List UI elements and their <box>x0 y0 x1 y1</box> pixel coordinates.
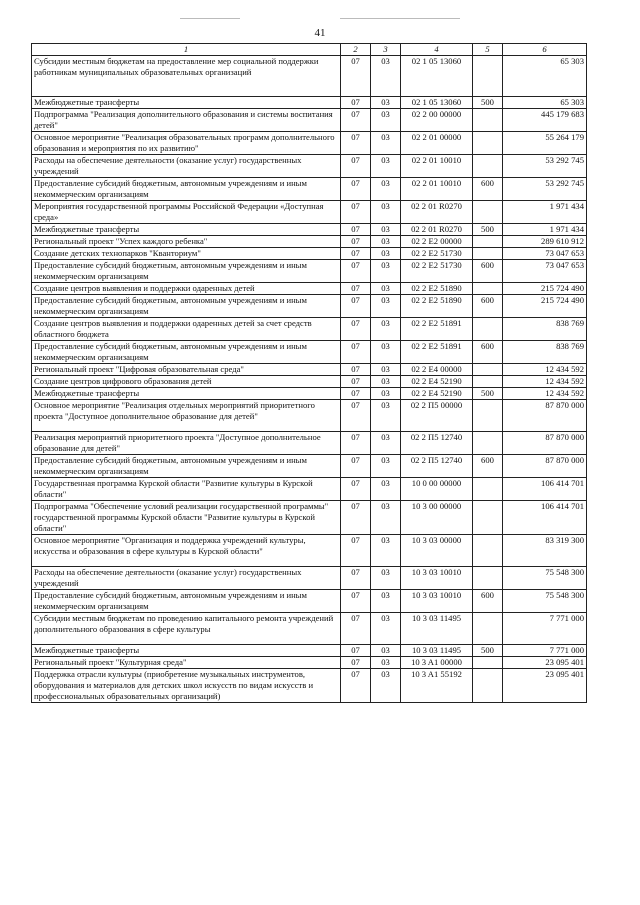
amount-cell: 289 610 912 <box>503 236 587 248</box>
amount-cell: 87 870 000 <box>503 455 587 478</box>
expense-type-cell <box>473 318 503 341</box>
expense-type-cell <box>473 478 503 501</box>
expense-type-cell <box>473 432 503 455</box>
table-row <box>32 400 587 432</box>
target-article-cell: 02 2 E4 52190 <box>401 376 473 388</box>
row-name-cell: Реализация мероприятий приоритетного проекта "Доступное дополнительное образование для детей" <box>32 432 341 455</box>
expense-type-cell <box>473 613 503 645</box>
target-article-cell: 02 2 00 00000 <box>401 109 473 132</box>
row-name-cell: Поддержка отрасли культуры (приобретение музыкальных инструментов, оборудования и материалов для детских школ искусств по видам искусств и профессиональных образовательных организаций) <box>32 669 341 703</box>
row-name-cell: Региональный проект "Успех каждого ребенка" <box>32 236 341 248</box>
amount-cell: 838 769 <box>503 318 587 341</box>
column-header: 4 <box>401 44 473 56</box>
row-name-cell: Предоставление субсидий бюджетным, автономным учреждениям и иным некоммерческим организациям <box>32 260 341 283</box>
section-cell: 07 <box>341 201 371 224</box>
row-name-cell: Мероприятия государственной программы Российской Федерации «Доступная среда» <box>32 201 341 224</box>
section-cell: 07 <box>341 224 371 236</box>
table-row <box>32 236 587 248</box>
budget-table <box>31 43 587 703</box>
row-name-cell: Предоставление субсидий бюджетным, автономным учреждениям и иным некоммерческим организациям <box>32 455 341 478</box>
row-name-cell: Предоставление субсидий бюджетным, автономным учреждениям и иным некоммерческим организациям <box>32 590 341 613</box>
section-cell: 07 <box>341 318 371 341</box>
amount-cell: 73 047 653 <box>503 248 587 260</box>
expense-type-cell: 500 <box>473 388 503 400</box>
table-row <box>32 155 587 178</box>
target-article-cell: 10 3 03 11495 <box>401 613 473 645</box>
target-article-cell: 02 2 E2 51890 <box>401 283 473 295</box>
amount-cell: 1 971 434 <box>503 224 587 236</box>
subsection-cell: 03 <box>371 248 401 260</box>
row-name-cell: Региональный проект "Цифровая образовательная среда" <box>32 364 341 376</box>
subsection-cell: 03 <box>371 613 401 645</box>
row-name-cell: Подпрограмма "Обеспечение условий реализации государственной программы" государственной программы Курской области "Развитие культуры в Курской области" <box>32 501 341 535</box>
scan-mark <box>180 18 240 19</box>
target-article-cell: 10 3 00 00000 <box>401 501 473 535</box>
row-name-cell: Предоставление субсидий бюджетным, автономным учреждениям и иным некоммерческим организациям <box>32 295 341 318</box>
table-row <box>32 56 587 97</box>
table-row <box>32 645 587 657</box>
subsection-cell: 03 <box>371 260 401 283</box>
amount-cell: 83 319 300 <box>503 535 587 567</box>
target-article-cell: 02 1 05 13060 <box>401 56 473 97</box>
target-article-cell: 02 2 E2 51730 <box>401 248 473 260</box>
row-name-cell: Создание центров цифрового образования детей <box>32 376 341 388</box>
row-name-cell: Межбюджетные трансферты <box>32 97 341 109</box>
target-article-cell: 10 3 A1 55192 <box>401 669 473 703</box>
section-cell: 07 <box>341 364 371 376</box>
table-row <box>32 567 587 590</box>
amount-cell: 65 303 <box>503 56 587 97</box>
row-name-cell: Основное мероприятие "Реализация образовательных программ дополнительного образования и мероприятия по их развитию" <box>32 132 341 155</box>
subsection-cell: 03 <box>371 478 401 501</box>
table-row <box>32 535 587 567</box>
row-name-cell: Межбюджетные трансферты <box>32 645 341 657</box>
expense-type-cell: 600 <box>473 260 503 283</box>
amount-cell: 838 769 <box>503 341 587 364</box>
target-article-cell: 10 3 03 10010 <box>401 590 473 613</box>
row-name-cell: Межбюджетные трансферты <box>32 224 341 236</box>
expense-type-cell <box>473 132 503 155</box>
target-article-cell: 02 2 01 10010 <box>401 178 473 201</box>
expense-type-cell <box>473 56 503 97</box>
expense-type-cell: 600 <box>473 295 503 318</box>
table-row <box>32 501 587 535</box>
table-row <box>32 97 587 109</box>
target-article-cell: 10 3 03 00000 <box>401 535 473 567</box>
subsection-cell: 03 <box>371 669 401 703</box>
section-cell: 07 <box>341 155 371 178</box>
column-header: 3 <box>371 44 401 56</box>
expense-type-cell: 500 <box>473 645 503 657</box>
section-cell: 07 <box>341 400 371 432</box>
section-cell: 07 <box>341 388 371 400</box>
expense-type-cell: 600 <box>473 590 503 613</box>
expense-type-cell <box>473 657 503 669</box>
row-name-cell: Региональный проект "Культурная среда" <box>32 657 341 669</box>
section-cell: 07 <box>341 535 371 567</box>
expense-type-cell: 500 <box>473 224 503 236</box>
expense-type-cell <box>473 535 503 567</box>
expense-type-cell: 600 <box>473 455 503 478</box>
table-row <box>32 201 587 224</box>
amount-cell: 12 434 592 <box>503 364 587 376</box>
table-row <box>32 341 587 364</box>
target-article-cell: 02 2 E2 00000 <box>401 236 473 248</box>
target-article-cell: 02 2 01 R0270 <box>401 224 473 236</box>
section-cell: 07 <box>341 376 371 388</box>
table-row <box>32 432 587 455</box>
expense-type-cell <box>473 501 503 535</box>
target-article-cell: 02 2 E2 51891 <box>401 341 473 364</box>
expense-type-cell: 600 <box>473 341 503 364</box>
section-cell: 07 <box>341 341 371 364</box>
target-article-cell: 10 3 A1 00000 <box>401 657 473 669</box>
section-cell: 07 <box>341 432 371 455</box>
table-row <box>32 669 587 703</box>
expense-type-cell <box>473 364 503 376</box>
target-article-cell: 02 2 01 10010 <box>401 155 473 178</box>
target-article-cell: 02 2 E4 52190 <box>401 388 473 400</box>
amount-cell: 12 434 592 <box>503 388 587 400</box>
target-article-cell: 02 2 П5 12740 <box>401 432 473 455</box>
subsection-cell: 03 <box>371 283 401 295</box>
amount-cell: 65 303 <box>503 97 587 109</box>
subsection-cell: 03 <box>371 56 401 97</box>
column-header: 6 <box>503 44 587 56</box>
table-row <box>32 657 587 669</box>
subsection-cell: 03 <box>371 236 401 248</box>
subsection-cell: 03 <box>371 109 401 132</box>
amount-cell: 75 548 300 <box>503 567 587 590</box>
subsection-cell: 03 <box>371 132 401 155</box>
amount-cell: 53 292 745 <box>503 155 587 178</box>
row-name-cell: Расходы на обеспечение деятельности (оказание услуг) государственных учреждений <box>32 567 341 590</box>
expense-type-cell <box>473 567 503 590</box>
section-cell: 07 <box>341 501 371 535</box>
subsection-cell: 03 <box>371 455 401 478</box>
section-cell: 07 <box>341 669 371 703</box>
scan-mark <box>340 18 460 19</box>
subsection-cell: 03 <box>371 341 401 364</box>
target-article-cell: 10 3 03 10010 <box>401 567 473 590</box>
amount-cell: 1 971 434 <box>503 201 587 224</box>
subsection-cell: 03 <box>371 535 401 567</box>
column-header: 5 <box>473 44 503 56</box>
expense-type-cell <box>473 155 503 178</box>
expense-type-cell: 500 <box>473 97 503 109</box>
table-row <box>32 132 587 155</box>
target-article-cell: 02 2 E2 51730 <box>401 260 473 283</box>
subsection-cell: 03 <box>371 501 401 535</box>
expense-type-cell <box>473 400 503 432</box>
target-article-cell: 02 2 E2 51890 <box>401 295 473 318</box>
row-name-cell: Расходы на обеспечение деятельности (оказание услуг) государственных учреждений <box>32 155 341 178</box>
target-article-cell: 10 0 00 00000 <box>401 478 473 501</box>
table-row <box>32 478 587 501</box>
expense-type-cell <box>473 376 503 388</box>
subsection-cell: 03 <box>371 590 401 613</box>
subsection-cell: 03 <box>371 657 401 669</box>
header-row <box>32 44 587 56</box>
row-name-cell: Субсидии местным бюджетам по проведению капитального ремонта учреждений дополнительного образования в сфере культуры <box>32 613 341 645</box>
section-cell: 07 <box>341 132 371 155</box>
row-name-cell: Субсидии местным бюджетам на предоставление мер социальной поддержки работникам муниципальных образовательных организаций <box>32 56 341 97</box>
section-cell: 07 <box>341 283 371 295</box>
row-name-cell: Создание детских технопарков "Кванториум" <box>32 248 341 260</box>
column-header: 1 <box>32 44 341 56</box>
amount-cell: 23 095 401 <box>503 669 587 703</box>
subsection-cell: 03 <box>371 645 401 657</box>
subsection-cell: 03 <box>371 388 401 400</box>
target-article-cell: 02 2 01 R0270 <box>401 201 473 224</box>
table-row <box>32 260 587 283</box>
table-row <box>32 295 587 318</box>
row-name-cell: Создание центров выявления и поддержки одаренных детей за счет средств областного бюджета <box>32 318 341 341</box>
row-name-cell: Государственная программа Курской области "Развитие культуры в Курской области" <box>32 478 341 501</box>
subsection-cell: 03 <box>371 400 401 432</box>
amount-cell: 106 414 701 <box>503 478 587 501</box>
table-row <box>32 388 587 400</box>
table-row <box>32 376 587 388</box>
row-name-cell: Межбюджетные трансферты <box>32 388 341 400</box>
amount-cell: 7 771 000 <box>503 613 587 645</box>
amount-cell: 53 292 745 <box>503 178 587 201</box>
table-row <box>32 613 587 645</box>
expense-type-cell <box>473 201 503 224</box>
section-cell: 07 <box>341 455 371 478</box>
section-cell: 07 <box>341 567 371 590</box>
amount-cell: 7 771 000 <box>503 645 587 657</box>
target-article-cell: 10 3 03 11495 <box>401 645 473 657</box>
subsection-cell: 03 <box>371 178 401 201</box>
table-row <box>32 109 587 132</box>
section-cell: 07 <box>341 56 371 97</box>
table-row <box>32 318 587 341</box>
section-cell: 07 <box>341 109 371 132</box>
table-row <box>32 455 587 478</box>
expense-type-cell: 600 <box>473 178 503 201</box>
row-name-cell: Подпрограмма "Реализация дополнительного образования и системы воспитания детей" <box>32 109 341 132</box>
amount-cell: 215 724 490 <box>503 283 587 295</box>
amount-cell: 106 414 701 <box>503 501 587 535</box>
table-row <box>32 590 587 613</box>
amount-cell: 73 047 653 <box>503 260 587 283</box>
section-cell: 07 <box>341 645 371 657</box>
expense-type-cell <box>473 109 503 132</box>
expense-type-cell <box>473 248 503 260</box>
expense-type-cell <box>473 283 503 295</box>
row-name-cell: Создание центров выявления и поддержки одаренных детей <box>32 283 341 295</box>
target-article-cell: 02 1 05 13060 <box>401 97 473 109</box>
column-header: 2 <box>341 44 371 56</box>
target-article-cell: 02 2 01 00000 <box>401 132 473 155</box>
subsection-cell: 03 <box>371 364 401 376</box>
amount-cell: 55 264 179 <box>503 132 587 155</box>
subsection-cell: 03 <box>371 567 401 590</box>
subsection-cell: 03 <box>371 318 401 341</box>
subsection-cell: 03 <box>371 155 401 178</box>
amount-cell: 12 434 592 <box>503 376 587 388</box>
subsection-cell: 03 <box>371 97 401 109</box>
section-cell: 07 <box>341 97 371 109</box>
row-name-cell: Основное мероприятие "Реализация отдельных мероприятий приоритетного проекта "Доступное дополнительное образование для детей" <box>32 400 341 432</box>
expense-type-cell <box>473 236 503 248</box>
amount-cell: 215 724 490 <box>503 295 587 318</box>
table-row <box>32 224 587 236</box>
section-cell: 07 <box>341 657 371 669</box>
section-cell: 07 <box>341 295 371 318</box>
section-cell: 07 <box>341 260 371 283</box>
section-cell: 07 <box>341 178 371 201</box>
subsection-cell: 03 <box>371 432 401 455</box>
section-cell: 07 <box>341 478 371 501</box>
target-article-cell: 02 2 E2 51891 <box>401 318 473 341</box>
row-name-cell: Основное мероприятие "Организация и поддержка учреждений культуры, искусства и образования в сфере культуры в Курской области" <box>32 535 341 567</box>
target-article-cell: 02 2 П5 00000 <box>401 400 473 432</box>
table-row <box>32 283 587 295</box>
table-row <box>32 364 587 376</box>
section-cell: 07 <box>341 613 371 645</box>
section-cell: 07 <box>341 590 371 613</box>
section-cell: 07 <box>341 236 371 248</box>
subsection-cell: 03 <box>371 201 401 224</box>
row-name-cell: Предоставление субсидий бюджетным, автономным учреждениям и иным некоммерческим организациям <box>32 178 341 201</box>
target-article-cell: 02 2 П5 12740 <box>401 455 473 478</box>
subsection-cell: 03 <box>371 224 401 236</box>
amount-cell: 23 095 401 <box>503 657 587 669</box>
amount-cell: 87 870 000 <box>503 400 587 432</box>
subsection-cell: 03 <box>371 376 401 388</box>
table-row <box>32 248 587 260</box>
amount-cell: 87 870 000 <box>503 432 587 455</box>
amount-cell: 75 548 300 <box>503 590 587 613</box>
page-number: 41 <box>314 27 326 39</box>
section-cell: 07 <box>341 248 371 260</box>
target-article-cell: 02 2 E4 00000 <box>401 364 473 376</box>
row-name-cell: Предоставление субсидий бюджетным, автономным учреждениям и иным некоммерческим организациям <box>32 341 341 364</box>
expense-type-cell <box>473 669 503 703</box>
subsection-cell: 03 <box>371 295 401 318</box>
table-row <box>32 178 587 201</box>
amount-cell: 445 179 683 <box>503 109 587 132</box>
